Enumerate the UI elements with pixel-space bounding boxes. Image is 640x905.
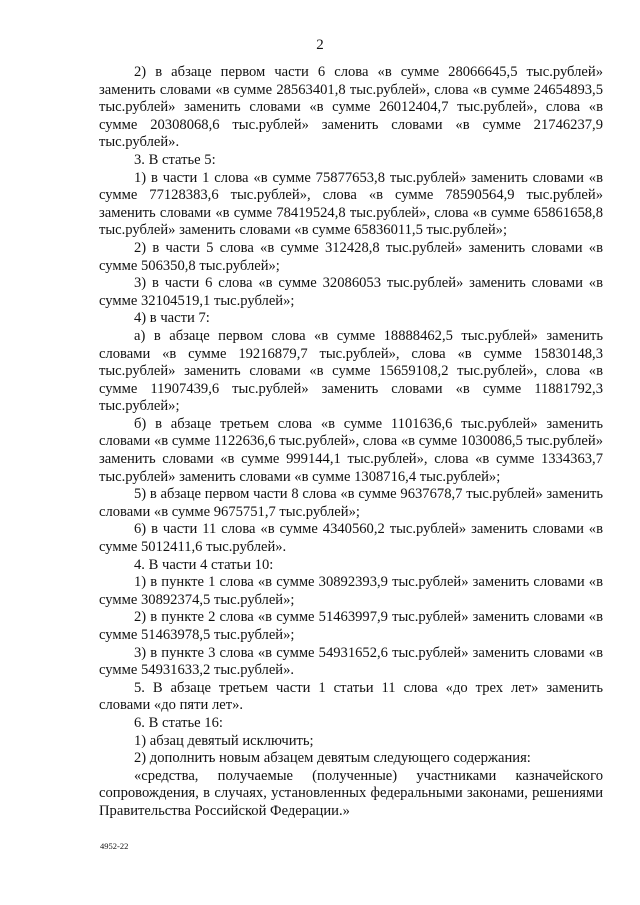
paragraph: а) в абзаце первом слова «в сумме 18888462,5 тыс.рублей» заменить словами «в сумме 19216879,7 тыс.рублей», слова «в сумме 15830148,3 тыс.рублей» заменить словами «в сумме 15659108,2 тыс.рублей», слова «в сумме 11907439,6 тыс.рублей» заменить словами «в сумме 11881792,3 тыс.рублей»; xyxy=(99,327,603,415)
paragraph: 5. В абзаце третьем части 1 статьи 11 слова «до трех лет» заменить словами «до пяти лет». xyxy=(99,679,603,714)
paragraph: б) в абзаце третьем слова «в сумме 1101636,6 тыс.рублей» заменить словами «в сумме 1122636,6 тыс.рублей», слова «в сумме 1030086,5 тыс.рублей» заменить словами «в сумме 999144,1 тыс.рублей», слова «в сумме 1334363,7 тыс.рублей» заменить словами «в сумме 1308716,4 тыс.рублей»; xyxy=(99,415,603,485)
paragraph: 3) в пункте 3 слова «в сумме 54931652,6 тыс.рублей» заменить словами «в сумме 54931633,2 тыс.рублей». xyxy=(99,644,603,679)
paragraph: 2) в пункте 2 слова «в сумме 51463997,9 тыс.рублей» заменить словами «в сумме 51463978,5 тыс.рублей»; xyxy=(99,609,603,643)
paragraph: 1) абзац девятый исключить; xyxy=(134,732,314,749)
paragraph: 3) в части 6 слова «в сумме 32086053 тыс.рублей» заменить словами «в сумме 32104519,1 тыс.рублей»; xyxy=(99,275,603,309)
document-code: 4952-22 xyxy=(100,841,129,851)
page-number: 2 xyxy=(316,37,324,53)
paragraph: 5) в абзаце первом части 8 слова «в сумме 9637678,7 тыс.рублей» заменить словами «в сумме 9675751,7 тыс.рублей»; xyxy=(99,486,603,520)
paragraph: 4) в части 7: xyxy=(134,310,210,327)
document-body xyxy=(99,64,603,821)
paragraph: 2) в части 5 слова «в сумме 312428,8 тыс.рублей» заменить словами «в сумме 506350,8 тыс.рублей»; xyxy=(99,239,603,274)
paragraph: «средства, получаемые (полученные) участниками казначейского сопровождения, в случаях, установленных федеральными законами, решениями Правительства Российской Федерации.» xyxy=(99,767,603,819)
paragraph: 2) дополнить новым абзацем девятым следующего содержания: xyxy=(134,750,531,767)
paragraph: 6) в части 11 слова «в сумме 4340560,2 тыс.рублей» заменить словами «в сумме 5012411,6 тыс.рублей». xyxy=(99,521,603,556)
paragraph: 2) в абзаце первом части 6 слова «в сумме 28066645,5 тыс.рублей» заменить словами «в сумме 28563401,8 тыс.рублей», слова «в сумме 24654893,5 тыс.рублей» заменить словами «в сумме 26012404,7 тыс.рублей», слова «в сумме 20308068,6 тыс.рублей» заменить словами «в сумме 21746237,9 тыс.рублей». xyxy=(99,64,603,151)
section-heading: 3. В статье 5: xyxy=(134,151,216,168)
section-heading: 6. В статье 16: xyxy=(134,714,223,731)
paragraph: 1) в пункте 1 слова «в сумме 30892393,9 тыс.рублей» заменить словами «в сумме 30892374,5 тыс.рублей»; xyxy=(99,574,603,608)
paragraph: 1) в части 1 слова «в сумме 75877653,8 тыс.рублей» заменить словами «в сумме 77128383,6 тыс.рублей», слова «в сумме 78590564,9 тыс.рублей» заменить словами «в сумме 78419524,8 тыс.рублей», слова «в сумме 65861658,8 тыс.рублей» заменить словами «в сумме 65836011,5 тыс.рублей»; xyxy=(99,169,603,239)
section-heading: 4. В части 4 статьи 10: xyxy=(134,556,274,573)
